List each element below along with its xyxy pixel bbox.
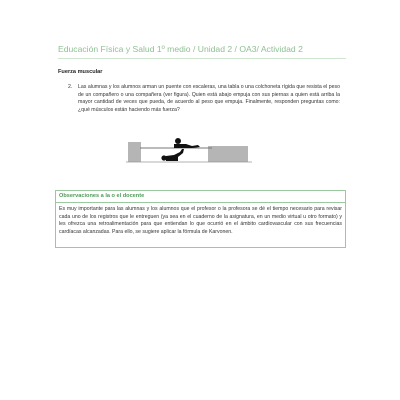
teacher-notes-divider bbox=[56, 202, 345, 203]
top-person-silhouette bbox=[174, 138, 200, 148]
teacher-notes-title: Observaciones a la o el docente bbox=[59, 193, 145, 199]
bottom-person-silhouette bbox=[161, 149, 184, 161]
right-block bbox=[208, 146, 248, 162]
left-block bbox=[128, 142, 141, 162]
leg-press-bridge-illustration bbox=[126, 136, 266, 166]
list-item-text: Las alumnas y los alumnos arman un puente con escaleras, una tabla o una colchoneta rígida que resista el peso de un compañero o una compañera (ver figura). Quien está abajo empuja con sus piernas a quien está arriba la mayor cantidad de veces que pueda, de acuerdo al peso que empuja. Finalmente, responden preguntas como: ¿qué músculos están haciendo más fuerza? bbox=[78, 84, 340, 113]
header-divider bbox=[58, 58, 346, 59]
page-header-title: Educación Física y Salud 1º medio / Unidad 2 / OA3/ Actividad 2 bbox=[58, 44, 303, 54]
list-item-number: 2. bbox=[68, 84, 73, 90]
teacher-notes-text: Es muy importante para las alumnas y los alumnos que el profesor o la profesora se dé el tiempo necesario para revisar cada uno de los registros que le entreguen (ya sea en el cuaderno de la asignatura, en un medio virtual u otro formato) y les ofrezca una retroalimentación para que entiendan lo que ocurrió en el ámbito cardiovascular con sus frecuencias cardíacas alcanzadas. Para ello, se sugiere aplicar la fórmula de Karvonen. bbox=[59, 206, 342, 235]
section-heading: Fuerza muscular bbox=[58, 69, 103, 75]
teacher-notes-box bbox=[55, 190, 346, 248]
